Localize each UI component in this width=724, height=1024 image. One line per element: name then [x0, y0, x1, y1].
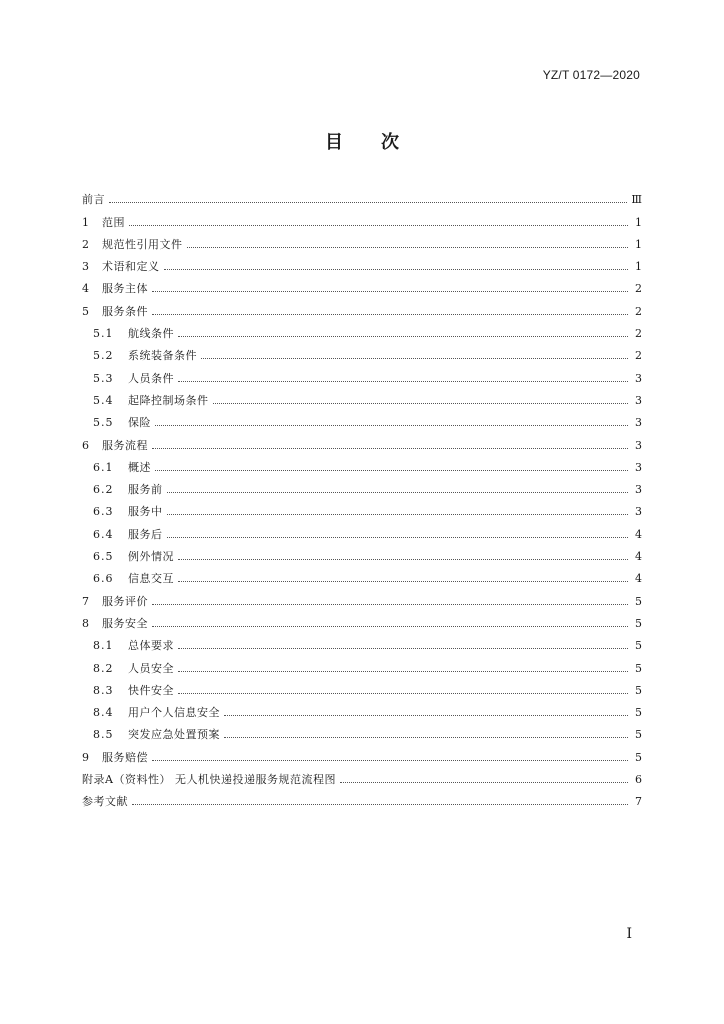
toc-entry-page: 5 — [635, 750, 642, 764]
toc-entry-number: 6.2 — [93, 483, 114, 497]
toc-entry[interactable] — [82, 185, 642, 207]
toc-entry-label: 系统装备条件 — [128, 349, 197, 363]
toc-entry-label: 范围 — [102, 215, 125, 229]
toc-entry-label: 规范性引用文件 — [102, 237, 183, 251]
toc-entry-label: 总体要求 — [128, 639, 174, 653]
toc-entry[interactable] — [82, 720, 642, 742]
toc-entry[interactable] — [82, 430, 642, 452]
toc-entry-page: 2 — [635, 304, 642, 318]
toc-entry-label: 概述 — [128, 460, 151, 474]
toc-entry-number: 8.2 — [93, 661, 114, 675]
toc-entry-page: 5 — [635, 639, 642, 653]
toc-leader-dots — [167, 513, 629, 515]
toc-entry-page: 2 — [635, 349, 642, 363]
toc-entry[interactable] — [82, 341, 642, 363]
toc-entry-label: 信息交互 — [128, 572, 174, 586]
toc-entry-number: 5 — [82, 304, 89, 318]
toc-entry-page: 4 — [635, 550, 642, 564]
toc-entry-label: 参考文献 — [82, 795, 128, 809]
toc-leader-dots — [164, 268, 629, 270]
toc-entry[interactable] — [82, 564, 642, 586]
toc-entry-label: 用户个人信息安全 — [128, 706, 220, 720]
toc-entry-label: 服务后 — [128, 527, 163, 541]
toc-entry-page: 3 — [635, 483, 642, 497]
toc-entry-number: 6.1 — [93, 460, 114, 474]
toc-entry-page: 6 — [635, 773, 642, 787]
toc-leader-dots — [178, 335, 628, 337]
toc-entry-number: 1 — [82, 215, 89, 229]
toc-entry-number: 4 — [82, 282, 89, 296]
toc-entry[interactable] — [82, 787, 642, 809]
toc-entry-number: 6.4 — [93, 527, 114, 541]
toc-entry-page: Ⅲ — [631, 193, 642, 207]
toc-entry[interactable] — [82, 230, 642, 252]
toc-entry[interactable] — [82, 296, 642, 318]
toc-entry-page: 3 — [635, 460, 642, 474]
toc-entry[interactable] — [82, 631, 642, 653]
toc-entry-label: 服务安全 — [102, 616, 148, 630]
toc-entry-label: 服务中 — [128, 505, 163, 519]
toc-entry-page: 3 — [635, 393, 642, 407]
toc-entry-number: 5.2 — [93, 349, 114, 363]
toc-entry[interactable] — [82, 542, 642, 564]
toc-entry-label: 术语和定义 — [102, 260, 160, 274]
toc-entry-label: 航线条件 — [128, 327, 174, 341]
toc-entry-number: 8.3 — [93, 683, 114, 697]
toc-leader-dots — [178, 647, 628, 649]
table-of-contents — [82, 185, 642, 809]
toc-entry-number: 8.5 — [93, 728, 114, 742]
toc-entry-page: 1 — [635, 215, 642, 229]
toc-leader-dots — [152, 290, 628, 292]
toc-leader-dots — [152, 625, 628, 627]
toc-entry[interactable] — [82, 609, 642, 631]
toc-entry-page: 5 — [635, 683, 642, 697]
toc-entry-number: 5.1 — [93, 327, 114, 341]
toc-entry-label: 服务评价 — [102, 594, 148, 608]
toc-entry-label: 服务主体 — [102, 282, 148, 296]
toc-entry-label: 服务前 — [128, 483, 163, 497]
toc-entry-page: 4 — [635, 527, 642, 541]
toc-entry[interactable] — [82, 207, 642, 229]
toc-entry-label: 保险 — [128, 416, 151, 430]
toc-leader-dots — [129, 224, 628, 226]
toc-entry-label: 服务赔偿 — [102, 750, 148, 764]
toc-leader-dots — [132, 803, 628, 805]
toc-leader-dots — [178, 692, 628, 694]
toc-leader-dots — [178, 558, 628, 560]
toc-entry-page: 3 — [635, 505, 642, 519]
toc-entry-number: 5.3 — [93, 371, 114, 385]
toc-entry-page: 4 — [635, 572, 642, 586]
toc-entry-label: 例外情况 — [128, 550, 174, 564]
toc-entry[interactable] — [82, 475, 642, 497]
toc-entry-page: 2 — [635, 327, 642, 341]
toc-entry-page: 5 — [635, 661, 642, 675]
toc-leader-dots — [201, 357, 628, 359]
toc-entry-number: 6 — [82, 438, 89, 452]
toc-entry-label: 起降控制场条件 — [128, 393, 209, 407]
toc-entry[interactable] — [82, 408, 642, 430]
toc-entry[interactable] — [82, 676, 642, 698]
toc-entry-number: 6.6 — [93, 572, 114, 586]
toc-entry[interactable] — [82, 319, 642, 341]
toc-entry-page: 3 — [635, 438, 642, 452]
toc-leader-dots — [109, 201, 627, 203]
toc-entry[interactable] — [82, 363, 642, 385]
toc-leader-dots — [152, 313, 628, 315]
toc-entry-number: 2 — [82, 237, 89, 251]
toc-entry-number: 5.4 — [93, 393, 114, 407]
toc-entry[interactable] — [82, 653, 642, 675]
toc-entry-page: 3 — [635, 371, 642, 385]
toc-entry[interactable] — [82, 519, 642, 541]
toc-leader-dots — [152, 603, 628, 605]
toc-entry-page: 1 — [635, 237, 642, 251]
standard-code: YZ/T 0172—2020 — [542, 68, 640, 82]
toc-leader-dots — [155, 424, 628, 426]
toc-entry[interactable] — [82, 586, 642, 608]
toc-leader-dots — [178, 580, 628, 582]
toc-leader-dots — [224, 736, 628, 738]
toc-entry-number: 9 — [82, 750, 89, 764]
toc-entry-page: 2 — [635, 282, 642, 296]
toc-entry[interactable] — [82, 453, 642, 475]
toc-leader-dots — [178, 380, 628, 382]
toc-entry[interactable] — [82, 765, 642, 787]
toc-leader-dots — [167, 536, 629, 538]
toc-entry-label: 突发应急处置预案 — [128, 728, 220, 742]
toc-leader-dots — [152, 447, 628, 449]
page-number: I — [626, 926, 632, 942]
toc-entry-page: 5 — [635, 594, 642, 608]
toc-entry-page: 5 — [635, 728, 642, 742]
toc-entry[interactable] — [82, 252, 642, 274]
toc-entry-page: 3 — [635, 416, 642, 430]
toc-entry-number: 6.5 — [93, 550, 114, 564]
toc-entry-page: 5 — [635, 616, 642, 630]
toc-entry[interactable] — [82, 274, 642, 296]
toc-entry-label: 服务条件 — [102, 304, 148, 318]
toc-entry[interactable] — [82, 386, 642, 408]
toc-leader-dots — [167, 491, 629, 493]
toc-entry-number: 8.4 — [93, 706, 114, 720]
toc-entry-label: 前言 — [82, 193, 105, 207]
toc-entry-label: 人员条件 — [128, 371, 174, 385]
toc-entry[interactable] — [82, 497, 642, 519]
toc-leader-dots — [155, 469, 628, 471]
toc-entry-number: 6.3 — [93, 505, 114, 519]
toc-leader-dots — [213, 402, 629, 404]
toc-leader-dots — [178, 670, 628, 672]
toc-leader-dots — [187, 246, 629, 248]
toc-entry-page: 5 — [635, 706, 642, 720]
toc-entry-number: 8 — [82, 616, 89, 630]
toc-entry-label: 人员安全 — [128, 661, 174, 675]
toc-entry-number: 5.5 — [93, 416, 114, 430]
toc-entry-number: 8.1 — [93, 639, 114, 653]
toc-entry-page: 1 — [635, 260, 642, 274]
toc-entry[interactable] — [82, 698, 642, 720]
toc-entry-number: 3 — [82, 260, 89, 274]
toc-entry[interactable] — [82, 742, 642, 764]
toc-entry-number: 7 — [82, 594, 89, 608]
toc-leader-dots — [152, 759, 628, 761]
toc-title: 目次 — [325, 132, 437, 153]
toc-leader-dots — [224, 714, 628, 716]
toc-entry-label: 快件安全 — [128, 683, 174, 697]
toc-leader-dots — [340, 781, 628, 783]
toc-entry-page: 7 — [635, 795, 642, 809]
toc-entry-label: 服务流程 — [102, 438, 148, 452]
toc-entry-label: 附录A（资料性） 无人机快递投递服务规范流程图 — [82, 773, 336, 787]
